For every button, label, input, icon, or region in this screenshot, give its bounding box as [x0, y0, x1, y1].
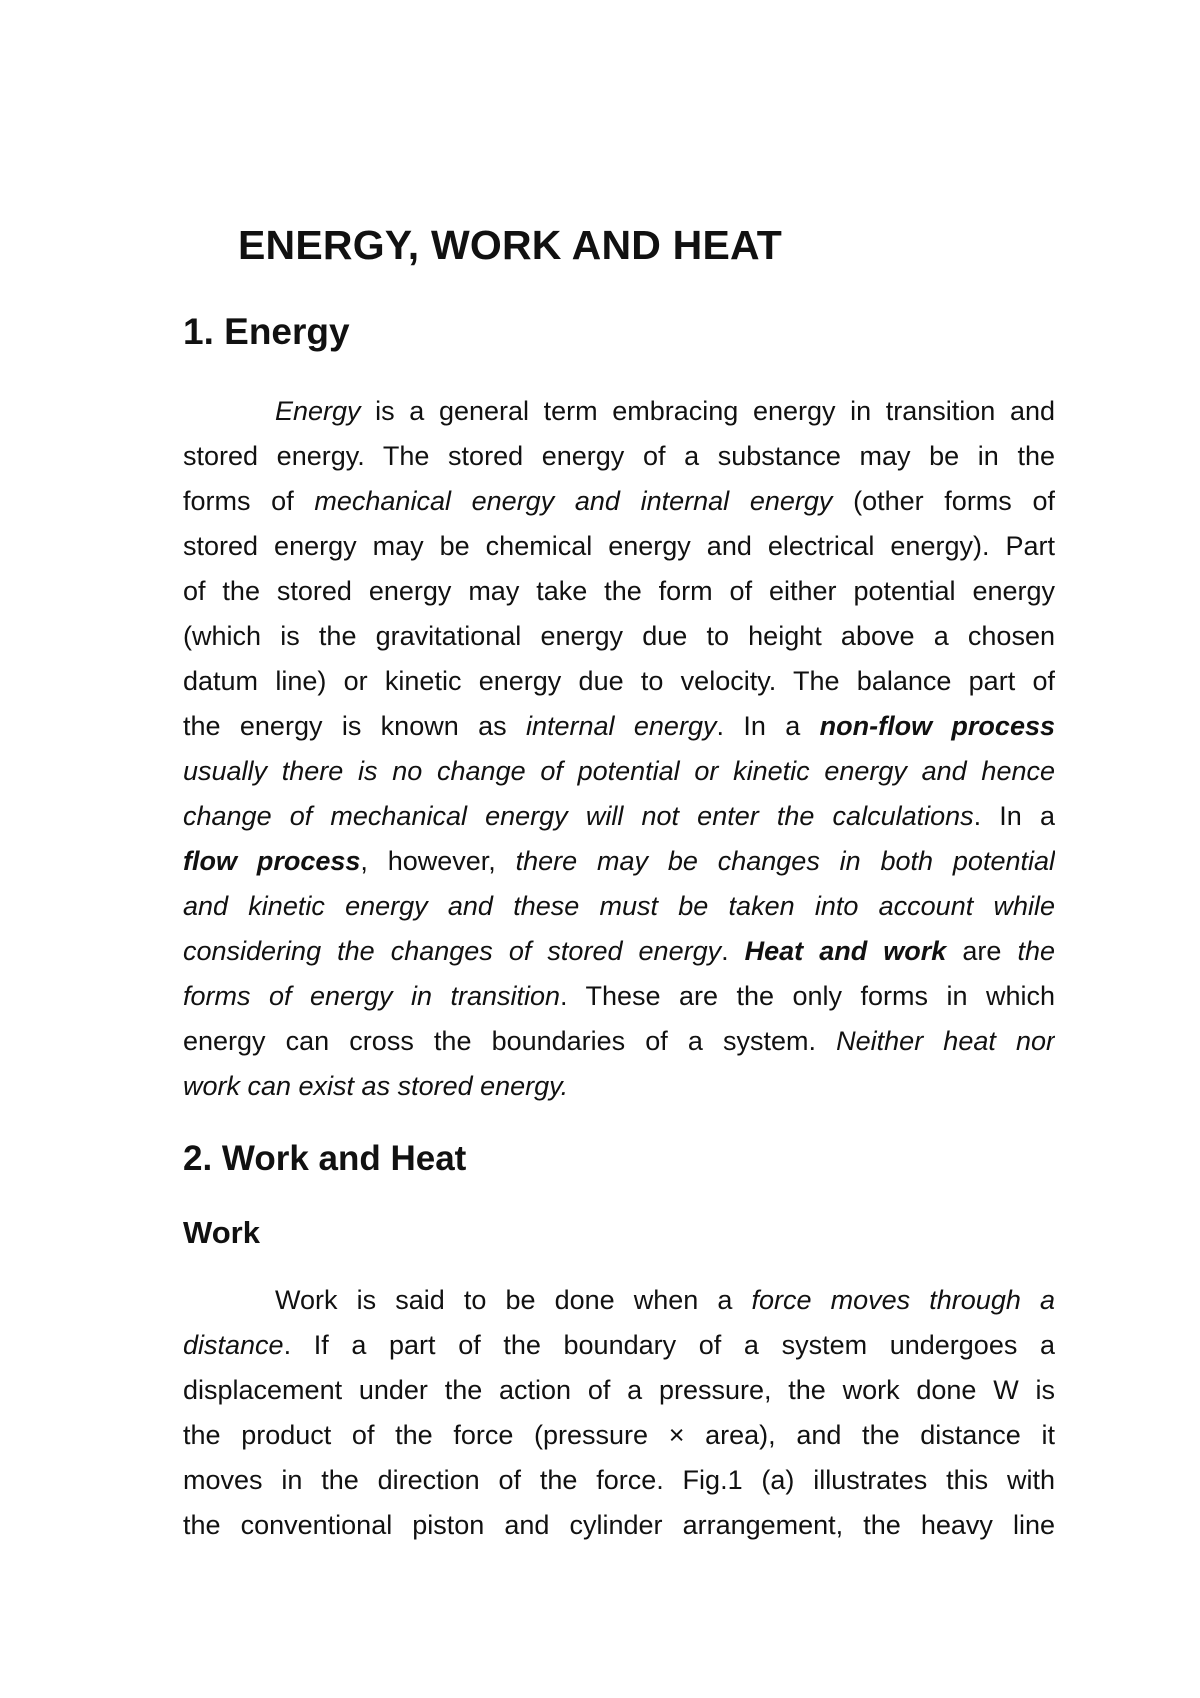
paragraph-line	[183, 1278, 1055, 1323]
paragraph-line	[183, 929, 1055, 974]
text-run: distance	[183, 1330, 284, 1360]
text-run: is a general term embracing energy in transition and	[360, 396, 1055, 426]
text-run: internal energy	[525, 711, 717, 741]
paragraph-line	[183, 974, 1055, 1019]
paragraph-line	[183, 614, 1055, 659]
paragraph-line	[183, 1323, 1055, 1368]
text-run: stored energy. The stored energy of a substance may be in the	[183, 441, 1055, 471]
text-run: energy can cross the boundaries of a system.	[183, 1026, 837, 1056]
text-run: and kinetic energy and these must be taken into account while	[183, 891, 1055, 921]
text-run: . In a	[716, 711, 820, 741]
text-run: forms of	[183, 486, 315, 516]
text-run: stored energy may be chemical energy and electrical energy). Part	[183, 531, 1055, 561]
paragraph-line	[183, 1019, 1055, 1064]
text-run: are	[946, 936, 1018, 966]
text-run: the energy is known as	[183, 711, 526, 741]
text-run: Neither heat nor	[836, 1026, 1055, 1056]
paragraph-line	[183, 1368, 1055, 1413]
text-run: datum line) or kinetic energy due to velocity. The balance part of	[183, 666, 1055, 696]
text-run: forms of energy in transition	[183, 981, 561, 1011]
paragraph-line	[183, 1503, 1055, 1548]
energy-paragraph	[183, 389, 1055, 1109]
text-run: .	[721, 936, 745, 966]
text-run: non-flow process	[819, 711, 1055, 741]
text-run: moves in the direction of the force. Fig.1 (a) illustrates this with	[183, 1465, 1055, 1495]
paragraph-line	[183, 1064, 1055, 1109]
paragraph-line	[183, 659, 1055, 704]
text-run: . These are the only forms in which	[560, 981, 1055, 1011]
text-run: Heat and work	[744, 936, 947, 966]
text-run: mechanical energy and internal energy	[314, 486, 833, 516]
text-run: the conventional piston and cylinder arrangement, the heavy line	[183, 1510, 1055, 1540]
text-run: of the stored energy may take the form of either potential energy	[183, 576, 1055, 606]
text-run: the product of the force (pressure × area), and the distance it	[183, 1420, 1055, 1450]
text-run: (which is the gravitational energy due to height above a chosen	[183, 621, 1055, 651]
work-paragraph	[183, 1278, 1055, 1548]
paragraph-line	[183, 524, 1055, 569]
text-run: flow process	[183, 846, 361, 876]
subheading-work: Work	[183, 1215, 260, 1250]
text-run: . In a	[973, 801, 1055, 831]
document-title: ENERGY, WORK AND HEAT	[238, 222, 783, 268]
paragraph-line	[183, 794, 1055, 839]
paragraph-line	[183, 1413, 1055, 1458]
paragraph-line	[183, 884, 1055, 929]
text-run: Work is said to be done when a	[275, 1285, 752, 1315]
text-run: force moves through a	[751, 1285, 1055, 1315]
text-run: Energy	[275, 396, 361, 426]
text-run: . If a part of the boundary of a system undergoes a	[283, 1330, 1055, 1360]
text-run: displacement under the action of a pressure, the work done W is	[183, 1375, 1055, 1405]
text-run: , however,	[360, 846, 516, 876]
paragraph-line	[183, 389, 1055, 434]
text-run: the	[1017, 936, 1055, 966]
text-run: work can exist as stored energy.	[183, 1071, 569, 1101]
paragraph-line	[183, 434, 1055, 479]
section-heading-work-and-heat: 2. Work and Heat	[183, 1139, 467, 1178]
paragraph-line	[183, 749, 1055, 794]
paragraph-line	[183, 569, 1055, 614]
paragraph-line	[183, 479, 1055, 524]
text-run: there may be changes in both potential	[515, 846, 1055, 876]
text-run: usually there is no change of potential or kinetic energy and hence	[183, 756, 1055, 786]
text-run: change of mechanical energy will not enter the calculations	[183, 801, 974, 831]
paragraph-line	[183, 704, 1055, 749]
text-run: considering the changes of stored energy	[183, 936, 722, 966]
section-heading-energy: 1. Energy	[183, 311, 350, 352]
paragraph-line	[183, 1458, 1055, 1503]
paragraph-line	[183, 839, 1055, 884]
text-run: (other forms of	[832, 486, 1055, 516]
